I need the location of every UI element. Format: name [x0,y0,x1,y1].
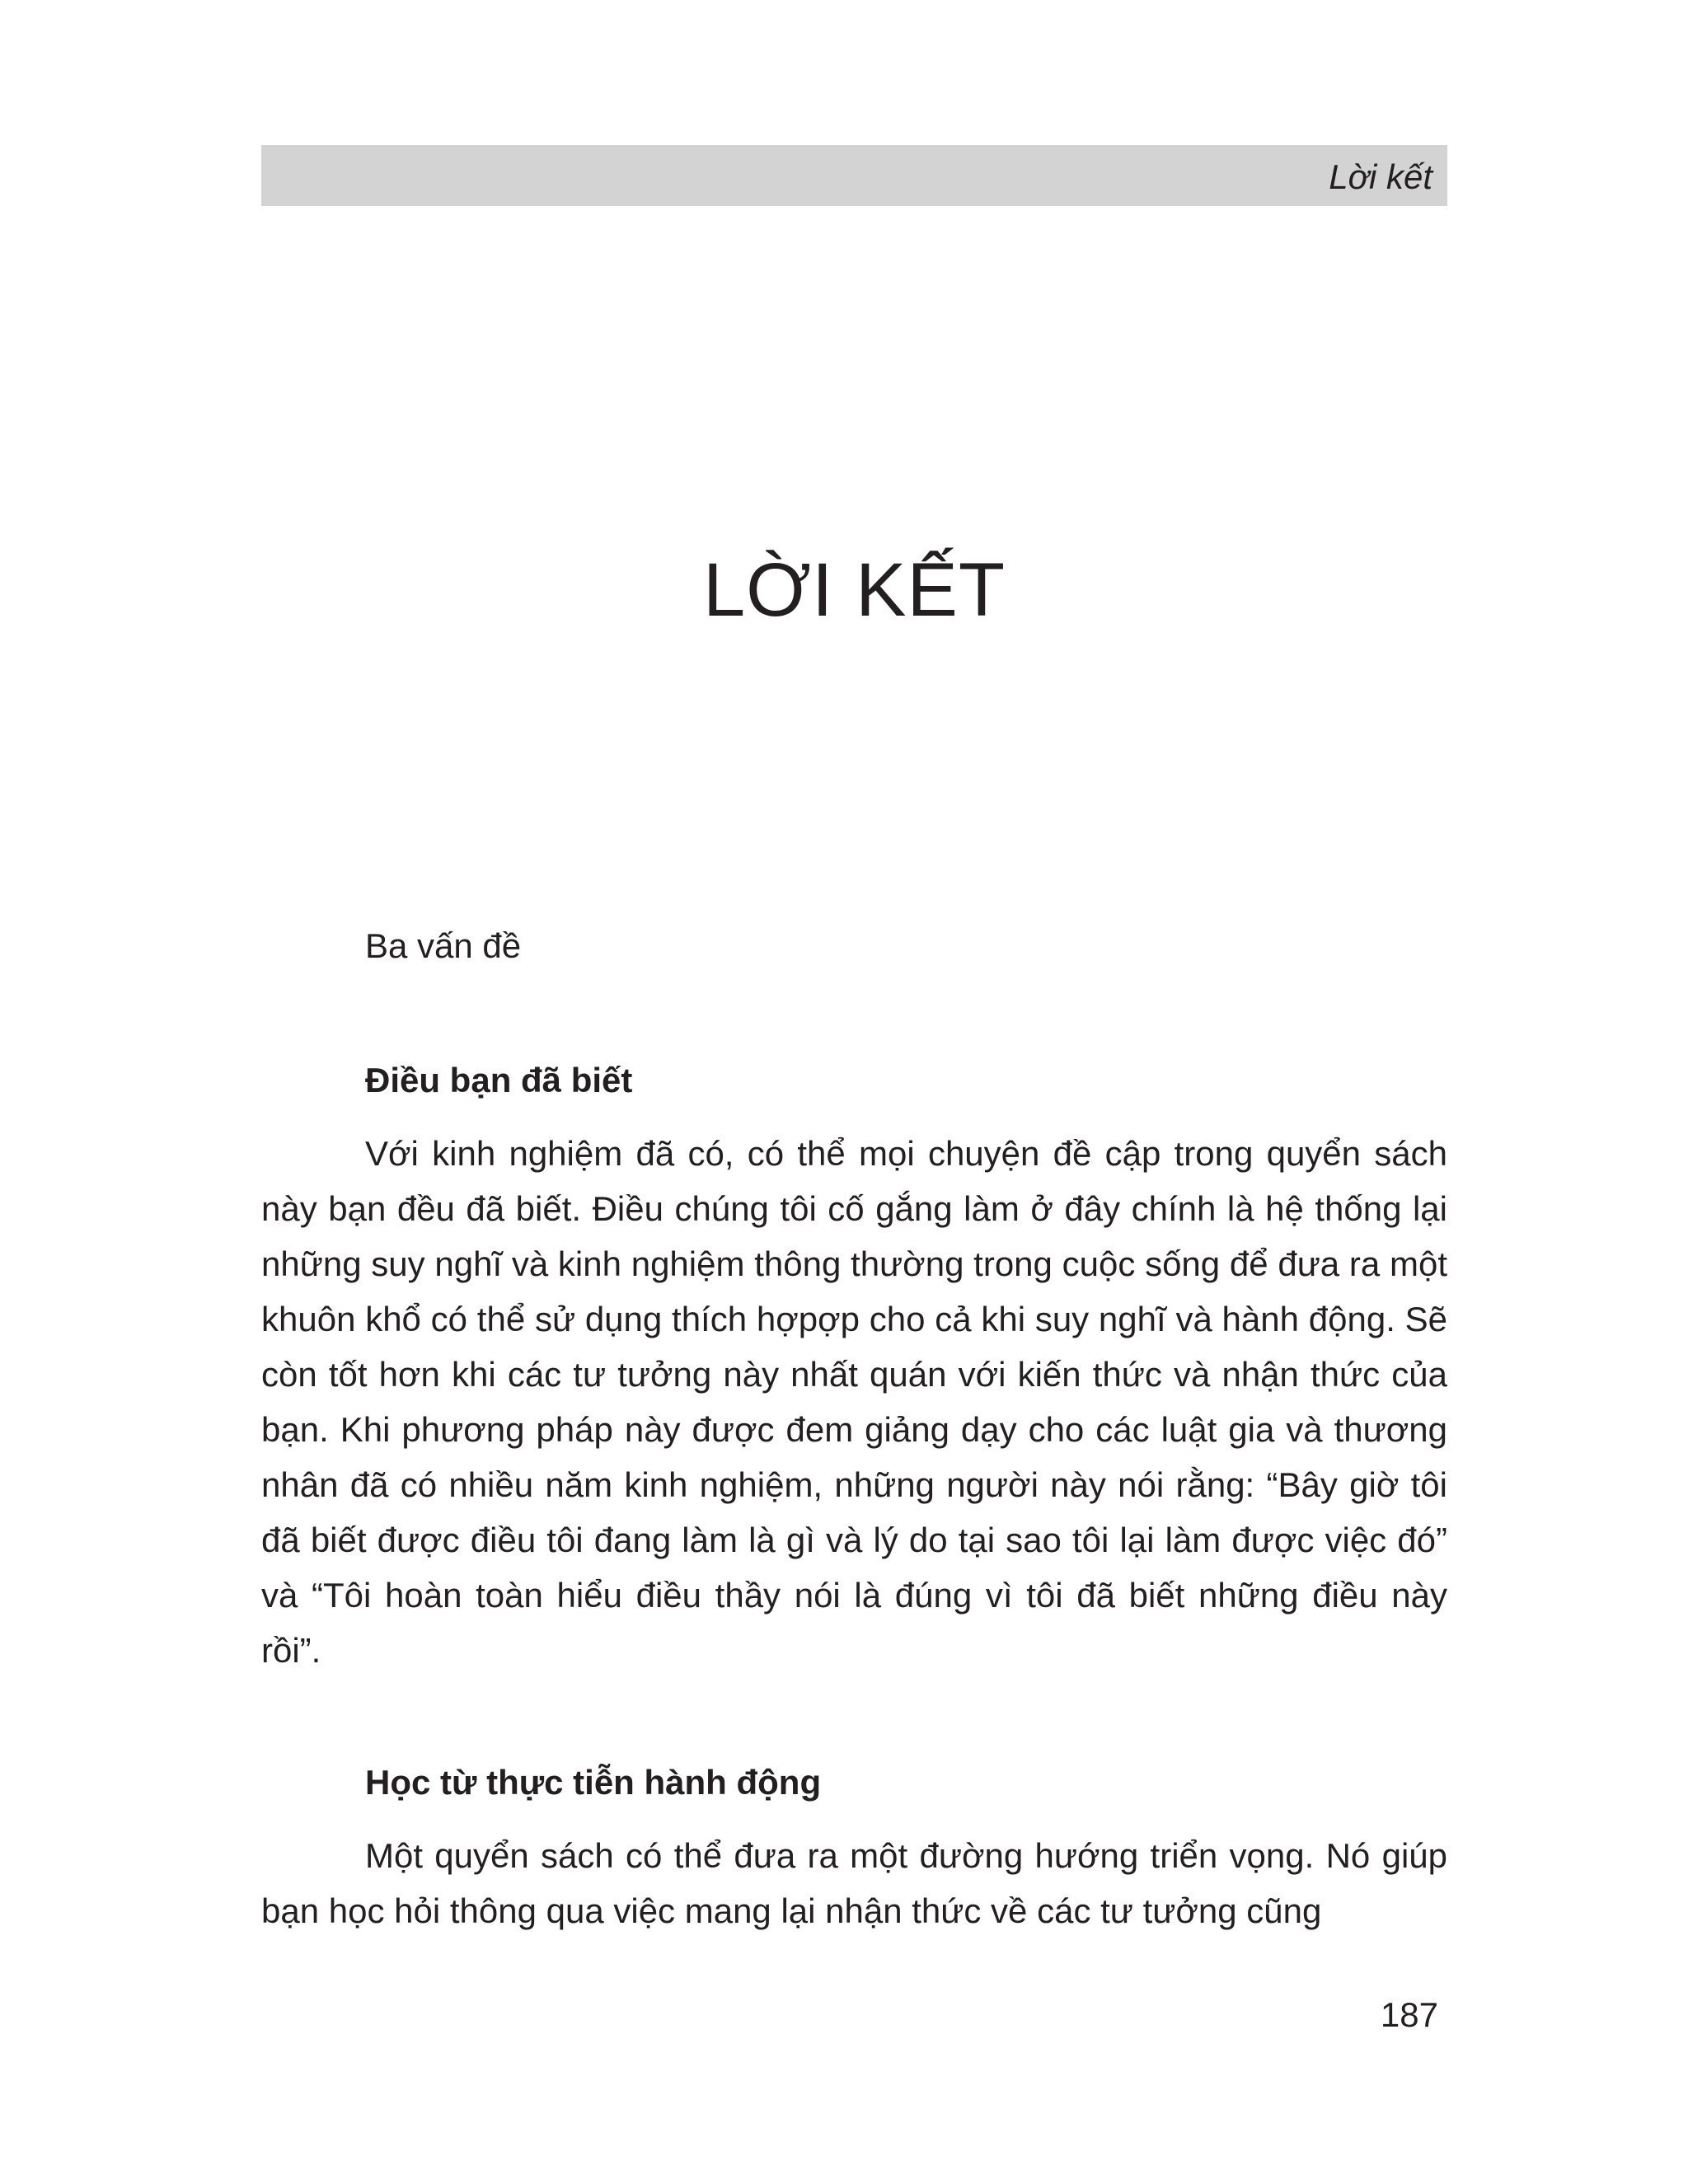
section-paragraph: Một quyển sách có thể đưa ra một đường hướng triển vọng. Nó giúp bạn học hỏi thông qua việc mang lại nhận thức về các tư tưởng cũng [261,1836,1447,1930]
chapter-label: Ba vấn đề [365,926,522,965]
section-paragraph: Với kinh nghiệm đã có, có thể mọi chuyện đề cập trong quyển sách này bạn đều đã biết. Điều chúng tôi cố gắng làm ở đây chính là hệ thống lại những suy nghĩ và kinh nghiệm thông thường trong cuộc sống để đưa ra một khuôn khổ có thể sử dụng thích hợpợp cho cả khi suy nghĩ và hành động. Sẽ còn tốt hơn khi các tư tưởng này nhất quán với kiến thức và nhận thức của bạn. Khi phương pháp này được đem giảng dạy cho các luật gia và thương nhân đã có nhiều năm kinh nghiệm, những người này nói rằng: “Bây giờ tôi đã biết được điều tôi đang làm là gì và lý do tại sao tôi lại làm được việc đó” và “Tôi hoàn toàn hiểu điều thầy nói là đúng vì tôi đã biết những điều này rồi”. [261,1134,1447,1670]
chapter-title: LỜI KẾT [702,548,1006,632]
page-number: 187 [1380,1995,1438,2034]
running-header [261,145,1447,206]
section-heading: Học từ thực tiễn hành động [365,1763,822,1802]
running-header-title: Lời kết [1329,157,1432,196]
section-heading: Điều bạn đã biết [365,1061,633,1099]
